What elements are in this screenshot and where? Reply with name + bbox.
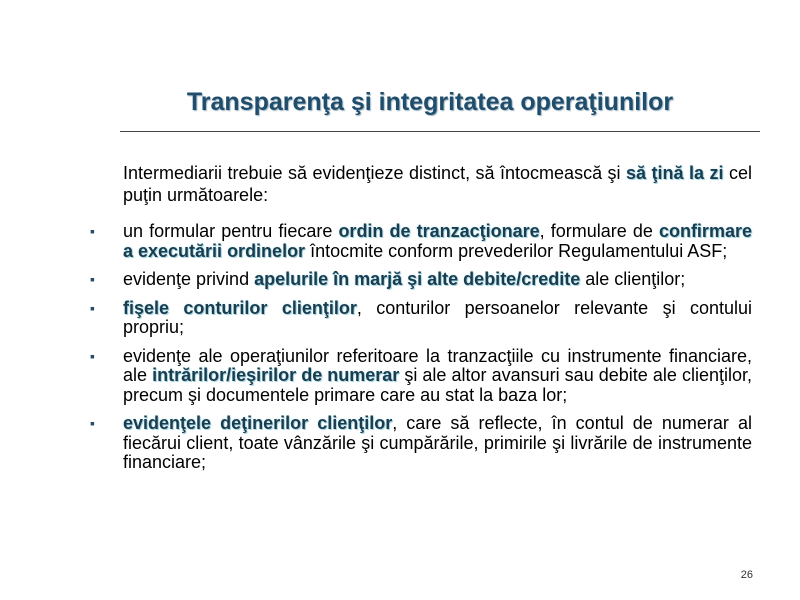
list-item bbox=[90, 414, 752, 473]
bullet-text: evidenţe ale operaţiunilor referitoare la tranzacţiile cu instrumente financiare, ale bbox=[123, 345, 752, 385]
bullet-text: evidenţe privind bbox=[123, 269, 255, 289]
square-bullet-icon bbox=[90, 299, 100, 319]
square-bullet-icon bbox=[90, 414, 100, 434]
bullet-text: , conturilor persoanelor relevante şi contului propriu; bbox=[123, 297, 753, 337]
list-item bbox=[90, 222, 752, 261]
bullet-highlight: evidenţele deţinerilor clienţilor bbox=[123, 413, 393, 433]
bullet-text: un formular pentru fiecare bbox=[123, 221, 339, 241]
bullet-highlight: apelurile în marjă şi alte debite/credite bbox=[254, 269, 581, 289]
title-divider bbox=[120, 131, 760, 132]
bullet-text: şi ale altor avansuri sau debite ale clienţilor, precum şi documentele primare care au stat la baza lor; bbox=[123, 365, 752, 405]
bullet-highlight: ordin de tranzacţionare bbox=[338, 221, 540, 241]
list-item bbox=[90, 270, 752, 290]
slide-title: Transparenţa şi integritatea operaţiunilor bbox=[186, 88, 674, 116]
intro-text-post: cel puţin următoarele: bbox=[123, 163, 752, 205]
square-bullet-icon bbox=[90, 270, 100, 290]
bullet-text: întocmite conform prevederilor Regulamentului ASF; bbox=[305, 240, 728, 261]
bullet-highlight: confirmare a executării ordinelor bbox=[123, 221, 752, 261]
square-bullet-icon bbox=[90, 347, 100, 367]
bullet-highlight: intrărilor/ieşirilor de numerar bbox=[152, 365, 400, 385]
list-item bbox=[90, 299, 752, 338]
list-item bbox=[90, 347, 752, 406]
bullet-text: , care să reflecte, în contul de numerar al fiecărui client, toate vânzările şi cumpărările, primirile şi livrările de instrumente financiare; bbox=[123, 413, 752, 472]
bullet-list bbox=[90, 222, 752, 473]
page-number: 26 bbox=[740, 569, 753, 581]
intro-paragraph bbox=[123, 162, 752, 206]
square-bullet-icon bbox=[90, 222, 100, 242]
bullet-highlight: fişele conturilor clienţilor bbox=[123, 297, 357, 318]
bullet-text: , formulare de bbox=[539, 221, 659, 241]
intro-highlight: să ţină la zi bbox=[626, 163, 724, 183]
bullet-text: ale clienţilor; bbox=[580, 269, 686, 289]
intro-text-pre: Intermediarii trebuie să evidenţieze distinct, să întocmească şi bbox=[123, 163, 627, 183]
